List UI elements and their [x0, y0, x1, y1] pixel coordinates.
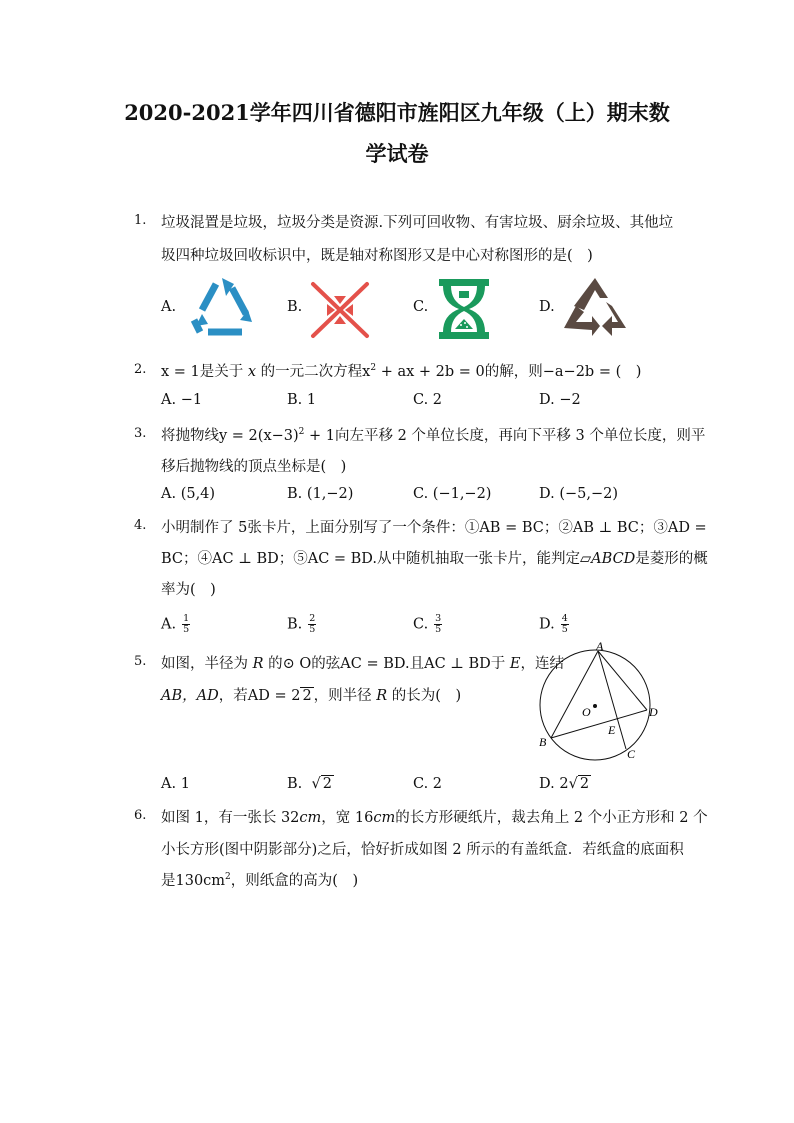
question-number: 1. [134, 213, 147, 228]
option-d: D. 2√ 2 [539, 776, 590, 792]
question-number: 3. [134, 426, 147, 441]
question-number: 2. [134, 362, 147, 377]
question-text: 如图 1，有一张长 32cm，宽 16cm的长方形硬纸片，裁去角上 2 个小正方形和 2 个 [161, 810, 708, 826]
question-text: 如图，半径为 R 的⊙ O的弦AC = BD.且AC ⊥ BD于 E，连结 [161, 656, 564, 672]
option-d: D. (−5,−2) [539, 486, 618, 502]
option-d-label: D. [539, 299, 555, 315]
question-text: 是$130cm^2$，则纸盒的高为( ) [161, 872, 359, 889]
option-a-label: A. [161, 299, 177, 315]
segment-ad [598, 651, 647, 710]
label-b: B [539, 735, 547, 749]
option-b: B. 1 [287, 392, 317, 408]
fraction: $\frac{2}{5}$ [309, 613, 316, 635]
question-text: x = 1是关于 x 的一元二次方程$x^2$ + ax + 2b = 0的解，则−a−2b = ( ) [161, 363, 642, 380]
question-number: 6. [134, 808, 147, 823]
option-b: B. √ 2 [287, 776, 332, 792]
question-text: 小明制作了 5张卡片，上面分别写了一个条件：①AB = BC；②AB ⊥ BC；③AD = [161, 520, 707, 536]
segment-bd [551, 710, 647, 738]
option-d: D. $\frac{4}{5}$ [539, 613, 568, 635]
option-b: B. (1,−2) [287, 486, 354, 502]
question-number: 5. [134, 654, 147, 669]
option-a: A. (5,4) [161, 486, 216, 502]
option-c: C. $\frac{3}{5}$ [413, 613, 442, 635]
label-c: C [627, 747, 636, 761]
label-o: O [582, 705, 591, 719]
option-c: C. 2 [413, 392, 443, 408]
question-text: 率为( ) [161, 582, 216, 598]
page-title-line1: 2020-2021学年四川省德阳市旌阳区九年级（上）期末数 [124, 100, 670, 125]
label-e: E [608, 723, 616, 737]
option-b: B. $\frac{2}{5}$ [287, 613, 316, 635]
fraction: $\frac{3}{5}$ [435, 613, 442, 635]
question-text: 小长方形(图中阴影部分)之后，恰好折成如图 2 所示的有盖纸盒．若纸盒的底面积 [161, 842, 684, 858]
option-a: A. $\frac{1}{5}$ [161, 613, 190, 635]
fraction: $\frac{1}{5}$ [183, 613, 190, 635]
question-text: 将抛物线$y = 2(x-3)^2 + 1$向左平移 2 个单位长度，再向下平移 3 个单位长度，则平 [161, 427, 706, 444]
question-text: 圾四种垃圾回收标识中，既是轴对称图形又是中心对称图形的是( ) [161, 248, 593, 264]
other-waste-icon [562, 276, 628, 342]
center-point [593, 704, 597, 708]
hazardous-waste-icon [309, 280, 371, 340]
option-a: A. 1 [161, 776, 190, 792]
kitchen-waste-icon [437, 277, 491, 341]
question-text: 垃圾混置是垃圾，垃圾分类是资源.下列可回收物、有害垃圾、厨余垃圾、其他垃 [161, 215, 674, 231]
recycle-icon [186, 276, 260, 342]
label-d: D [649, 705, 658, 719]
question-text: BC；④AC ⊥ BD；⑤AC = BD.从中随机抽取一张卡片，能判定▱ABCD是菱形的概 [161, 551, 708, 567]
question-text: 移后抛物线的顶点坐标是( ) [161, 459, 347, 475]
option-c: C. (−1,−2) [413, 486, 492, 502]
page-title-line2: 学试卷 [365, 141, 429, 166]
option-c: C. 2 [413, 776, 443, 792]
option-b-label: B. [287, 299, 303, 315]
circle-figure [532, 640, 666, 766]
fraction: $\frac{4}{5}$ [561, 613, 568, 635]
option-a: A. −1 [161, 392, 203, 408]
question-number: 4. [134, 518, 147, 533]
option-d: D. −2 [539, 392, 581, 408]
label-a: A [596, 640, 604, 653]
question-text: AB，AD，若AD = 2 2 ，则半径 R 的长为( ) [161, 688, 462, 704]
option-c-label: C. [413, 299, 429, 315]
